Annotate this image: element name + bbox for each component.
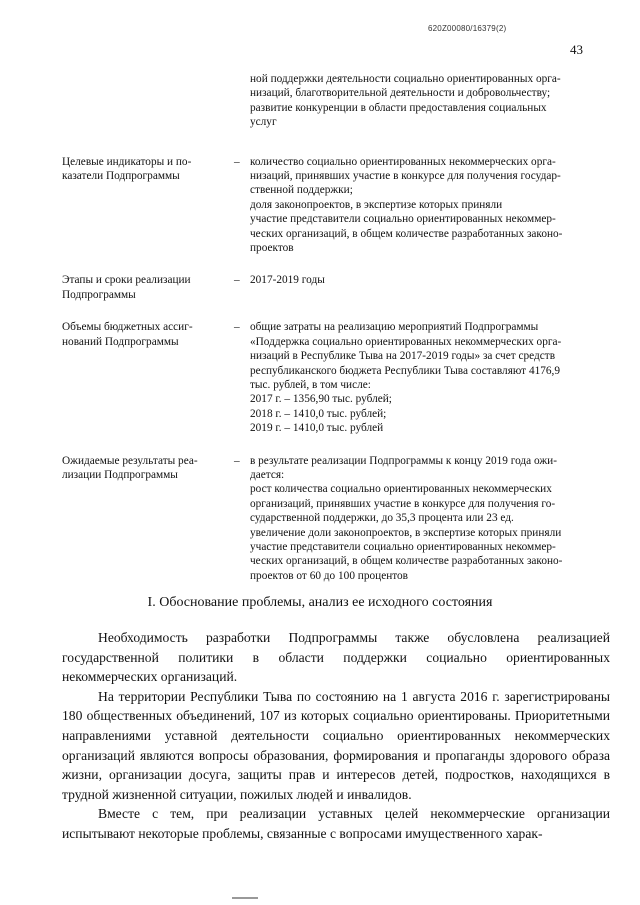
passport-line: доля законопроектов, в экспертизе которых приняли — [250, 198, 503, 211]
passport-label: Ожидаемые результаты реа-лизации Подпрограммы — [62, 454, 198, 481]
passport-value — [250, 454, 610, 584]
passport-line: ческих организаций, в общем количестве разработанных законо- — [250, 555, 563, 568]
passport-line: ственной поддержки; — [250, 184, 353, 197]
passport-line: низаций, благотворительной деятельности и добровольчеству; — [250, 87, 551, 100]
passport-line: ческих организаций, в общем количестве разработанных законо- — [250, 227, 563, 240]
passport-value — [250, 320, 610, 435]
passport-line: низаций, принявших участие в конкурсе для получения государ- — [250, 170, 561, 183]
passport-line: тыс. рублей, в том числе: — [250, 378, 371, 391]
passport-line: увеличение доли законопроектов, в экспертизе которых приняли — [250, 526, 562, 539]
passport-line: организаций, принявших участие в конкурсе для получения го- — [250, 497, 556, 510]
passport-row-results — [62, 454, 610, 584]
passport-line: в результате реализации Подпрограммы к концу 2019 года ожи- — [250, 454, 557, 467]
passport-dash: – — [234, 321, 240, 334]
subprogram-passport-table — [62, 72, 610, 594]
section-heading: I. Обоснование проблемы, анализ ее исходного состояния — [147, 595, 493, 610]
passport-line: развитие конкуренции в области предоставления социальных — [250, 101, 547, 114]
passport-line: проектов от 60 до 100 процентов — [250, 569, 409, 582]
passport-label: Этапы и сроки реализации Подпрограммы — [62, 274, 191, 301]
passport-value — [250, 273, 610, 302]
passport-dash: – — [234, 454, 240, 467]
passport-row-continuation — [62, 72, 610, 130]
passport-row-budget — [62, 320, 610, 435]
passport-line: 2017 г. – 1356,90 тыс. рублей; — [250, 393, 392, 406]
body-paragraph: Необходимость разработки Подпрограммы также обусловлена реализацией государственной политики в области поддержки социально ориентированных некоммерческих организаций. — [62, 630, 610, 685]
body-paragraph: На территории Республики Тыва по состоянию на 1 августа 2016 г. зарегистрированы 180 общественных объединений, 107 из которых социально ориентированы. Приоритетными направлениями уставной деятельности социально ориентированных некоммерческих организаций являются вопросы образования, формирования и пропаганды здорового образа жизни, организации досуга, защиты прав и интересов детей, подростков, находящихся в трудной жизненной ситуации, пожилых людей и инвалидов. — [62, 688, 610, 802]
passport-line: «Поддержка социально ориентированных некоммерческих орга- — [250, 335, 562, 348]
passport-line: услуг — [250, 116, 277, 129]
passport-line: рост количества социально ориентированных некоммерческих — [250, 483, 552, 496]
passport-dash: – — [234, 155, 240, 168]
body-text — [62, 628, 610, 844]
passport-line: количество социально ориентированных некоммерческих орга- — [250, 155, 556, 168]
passport-label-empty — [62, 72, 234, 130]
passport-line: 2018 г. – 1410,0 тыс. рублей; — [250, 407, 387, 420]
passport-value — [250, 72, 610, 130]
passport-line: республиканского бюджета Республики Тыва составляют 4176,9 — [250, 364, 561, 377]
passport-line: 2019 г. – 1410,0 тыс. рублей — [250, 422, 384, 435]
passport-line: участие представители социально ориентированных некоммер- — [250, 213, 556, 226]
passport-dash: – — [234, 274, 240, 287]
passport-line: дается: — [250, 468, 285, 481]
passport-line: ной поддержки деятельности социально ориентированных орга- — [250, 73, 561, 85]
passport-line: проектов — [250, 242, 294, 255]
passport-line: сударственной поддержки, до 35,3 процента или 23 ед. — [250, 512, 514, 525]
passport-label: Целевые индикаторы и по-казатели Подпрограммы — [62, 155, 192, 183]
passport-line: низаций в Республике Тыва на 2017-2019 годы» за счет средств — [250, 350, 556, 363]
document-code: 620Z00080/16379(2) — [428, 24, 507, 33]
passport-line: общие затраты на реализацию мероприятий Подпрограммы — [250, 321, 539, 334]
page-number: 43 — [570, 42, 583, 57]
passport-line: участие представители социально ориентированных некоммер- — [250, 540, 556, 553]
passport-row-stages — [62, 273, 610, 302]
body-paragraph: Вместе с тем, при реализации уставных целей некоммерческие организации испытывают некоторые проблемы, связанные с вопросами имущественного харак- — [62, 806, 610, 841]
scan-mark — [232, 897, 258, 899]
passport-row-indicators — [62, 155, 610, 256]
passport-line: 2017-2019 годы — [250, 274, 325, 287]
passport-label: Объемы бюджетных ассиг-нований Подпрограммы — [62, 321, 193, 348]
passport-value — [250, 155, 610, 256]
